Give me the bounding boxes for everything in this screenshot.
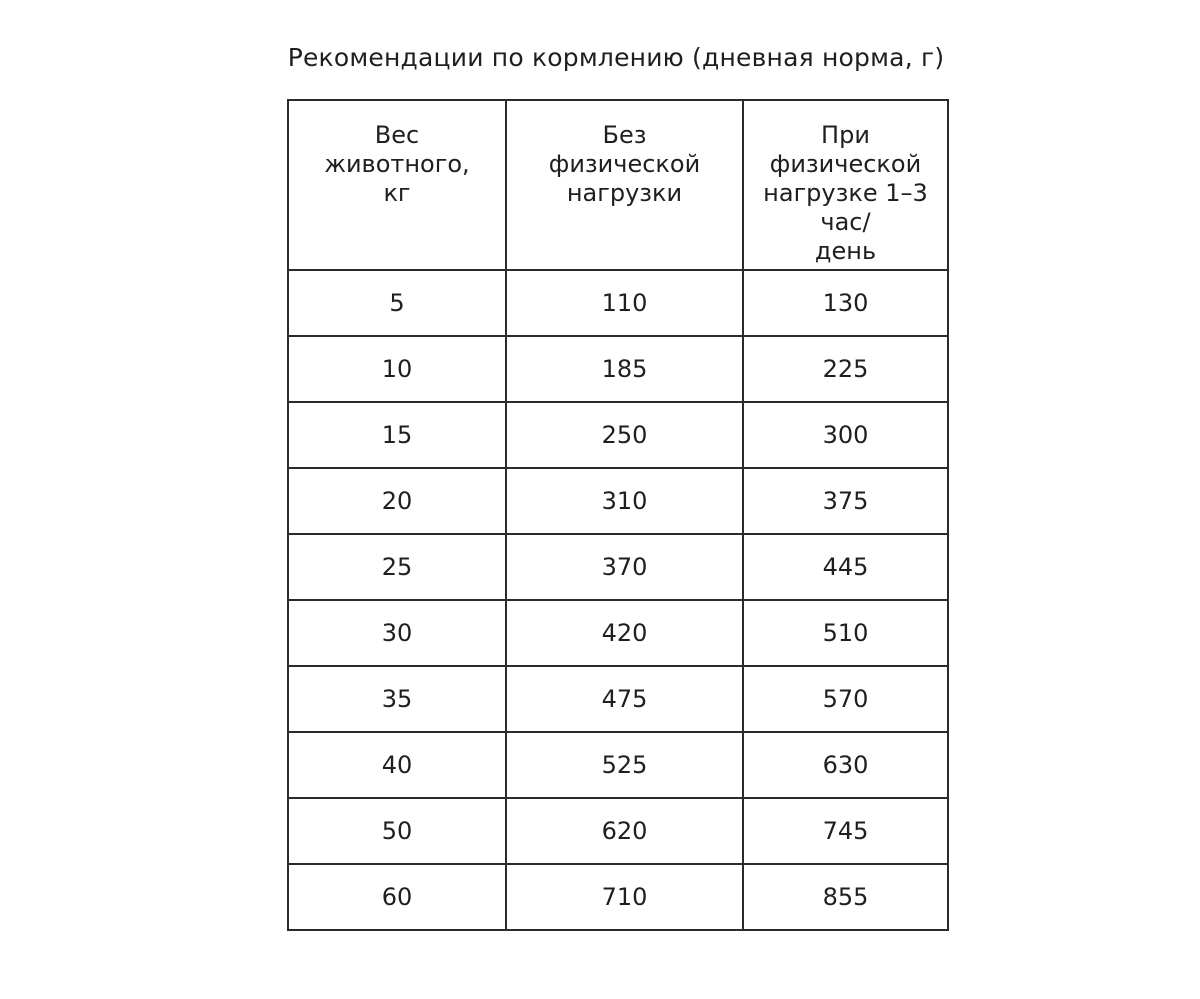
cell-with-activity: 855 [743, 864, 948, 930]
cell-weight: 60 [288, 864, 506, 930]
header-weight [288, 100, 506, 270]
cell-no-activity: 370 [506, 534, 743, 600]
cell-no-activity: 310 [506, 468, 743, 534]
table-title: Рекомендации по кормлению (дневная норма, г) [287, 43, 945, 72]
cell-with-activity: 225 [743, 336, 948, 402]
header-no-activity-label: Без физической нагрузки [548, 121, 701, 207]
table-row [288, 798, 948, 864]
cell-weight: 35 [288, 666, 506, 732]
cell-no-activity: 710 [506, 864, 743, 930]
table-row [288, 270, 948, 336]
cell-no-activity: 110 [506, 270, 743, 336]
cell-weight: 30 [288, 600, 506, 666]
cell-weight: 10 [288, 336, 506, 402]
cell-weight: 40 [288, 732, 506, 798]
feeding-table [287, 99, 949, 931]
table-row [288, 402, 948, 468]
cell-no-activity: 420 [506, 600, 743, 666]
header-no-activity [506, 100, 743, 270]
table-row [288, 468, 948, 534]
cell-weight: 25 [288, 534, 506, 600]
cell-with-activity: 745 [743, 798, 948, 864]
cell-with-activity: 130 [743, 270, 948, 336]
header-with-activity-label: При физической нагрузке 1–3 час/ день [763, 121, 928, 265]
cell-no-activity: 525 [506, 732, 743, 798]
header-row [288, 100, 948, 270]
header-with-activity [743, 100, 948, 270]
table-row [288, 666, 948, 732]
cell-with-activity: 300 [743, 402, 948, 468]
cell-weight: 5 [288, 270, 506, 336]
cell-no-activity: 475 [506, 666, 743, 732]
cell-with-activity: 375 [743, 468, 948, 534]
table-row [288, 336, 948, 402]
table-row [288, 864, 948, 930]
cell-with-activity: 570 [743, 666, 948, 732]
cell-weight: 50 [288, 798, 506, 864]
table-row [288, 732, 948, 798]
table-row [288, 600, 948, 666]
cell-no-activity: 185 [506, 336, 743, 402]
table-row [288, 534, 948, 600]
cell-no-activity: 250 [506, 402, 743, 468]
cell-weight: 15 [288, 402, 506, 468]
cell-with-activity: 510 [743, 600, 948, 666]
cell-with-activity: 445 [743, 534, 948, 600]
cell-with-activity: 630 [743, 732, 948, 798]
cell-no-activity: 620 [506, 798, 743, 864]
cell-weight: 20 [288, 468, 506, 534]
header-weight-label: Вес животного, кг [324, 121, 470, 207]
